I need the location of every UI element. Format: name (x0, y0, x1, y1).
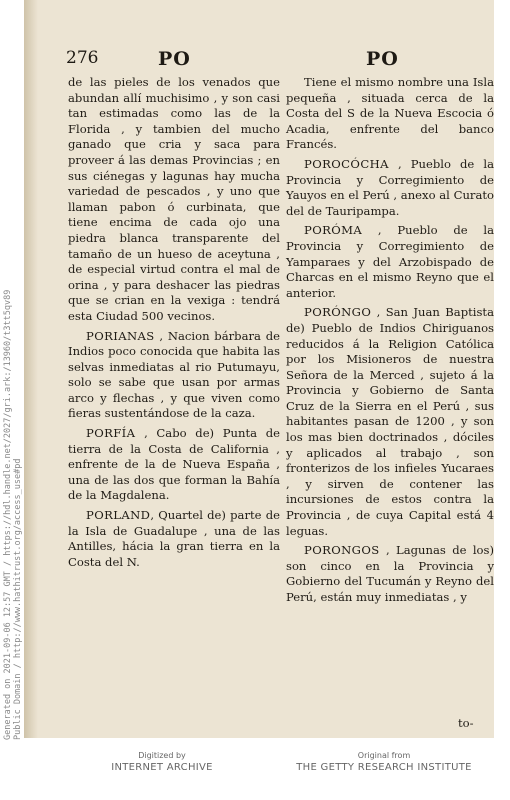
entry-text: , Quartel de) parte de la Isla de Guadalupe , una de las Antilles, hácia la gran tierra en la Costa del N. (68, 508, 280, 569)
entry-headword: PORFÍA (86, 426, 136, 441)
page-gutter-shadow (24, 0, 38, 738)
entry-text: Tiene el mismo nombre una Isla pequeña , situada cerca de la Costa del S de la Nueva Escocia ó Acadia, enfrente del banco Francés. (286, 75, 494, 152)
right-column (286, 75, 494, 610)
internet-archive-label: INTERNET ARCHIVE (111, 762, 213, 773)
entry-headword: PORÓNGO (304, 305, 372, 320)
entry-text: , Pueblo de la Provincia y Corregimiento de Yamparaes y del Arzobispado de Charcas en el mismo Reyno que el anterior. (286, 223, 494, 300)
entry-text: , San Juan Baptista de) Pueblo de Indios Chiriguanos reducidos á la Religion Católica por los Misioneros de nuestra Señora de la Merced , sujeto á la Provincia y Gobierno de Santa Cruz de la Sierra en el Perú , sus habitantes pasan de 1200 , y son los mas bien doctrinados , dóciles y aplicados al trabajo , son fronterizos de los infieles Yucaraes , y sirven de contener las incursiones de estos contra la Provincia , de cuya Capital está 4 leguas. (286, 305, 494, 538)
entry-paragraph (286, 157, 494, 219)
running-header-right: PO (366, 48, 399, 70)
watermark-line-public-domain: Public Domain / http://www.hathitrust.org/access_use#pd (13, 458, 23, 740)
entry-text: de las pieles de los venados que abundan allí muchisimo , y son casi tan estimadas como las de la Florida , y tambien del mucho ganado que cria y saca para proveer á las demas Provincias ; en sus ciénegas y lagunas hay mucha variedad de pescados , y uno que llaman pabon ó curbinata, que tiene encima de cada ojo una piedra blanca transparente del tamaño de un hueso de aceytuna , de especial virtud contra el mal de orina , y para deshacer las piedras que se crian en la vexiga : tendrá esta Ciudad 500 vecinos. (68, 75, 280, 323)
entry-paragraph (286, 223, 494, 301)
hathitrust-watermark (3, 290, 23, 740)
entry-text: , Nacion bárbara de Indios poco conocida que habita las selvas inmediatas al rio Putumayu, solo se sabe que usan por armas arco y flechas , y que viven como fieras sustentándose de la caza. (68, 328, 280, 421)
page-number: 276 (66, 48, 99, 68)
entry-headword: PORLAND (86, 508, 151, 523)
entry-text: , Lagunas de los) son cinco en la Provincia y Gobierno del Tucumán y Reyno del Perú, están muy inmediatas , y (286, 543, 494, 604)
entry-paragraph (68, 426, 280, 504)
original-from-credit (284, 750, 484, 774)
getty-institute-label: THE GETTY RESEARCH INSTITUTE (296, 762, 472, 773)
digitized-by-credit (62, 750, 262, 774)
entry-headword: PORONGOS (304, 543, 380, 558)
entry-paragraph (68, 75, 280, 325)
entry-headword: PORÓMA (304, 223, 363, 238)
watermark-line-generated: Generated on 2021-09-06 12:57 GMT / https://hdl.handle.net/2027/gri.ark:/13960/t3tt5qv89 (3, 289, 13, 740)
left-column (68, 75, 280, 574)
entry-paragraph (68, 508, 280, 570)
entry-text: , Pueblo de la Provincia y Corregimiento de Yauyos en el Perú , anexo al Curato del de Tauripampa. (286, 156, 494, 218)
digitized-by-label: Digitized by (138, 751, 186, 760)
entry-paragraph (286, 305, 494, 539)
entry-headword: POROCÓCHA (304, 156, 389, 171)
entry-paragraph (68, 329, 280, 423)
entry-paragraph (286, 75, 494, 153)
catchword: to- (458, 716, 474, 730)
entry-text: , Cabo de) Punta de tierra de la Costa de California , enfrente de la de Nueva España , una de las dos que forman la Bahía de la Magdalena. (68, 426, 280, 503)
entry-headword: PORIANAS (86, 328, 155, 343)
entry-paragraph (286, 543, 494, 605)
original-from-label: Original from (357, 751, 411, 760)
running-header-left: PO (158, 48, 191, 70)
